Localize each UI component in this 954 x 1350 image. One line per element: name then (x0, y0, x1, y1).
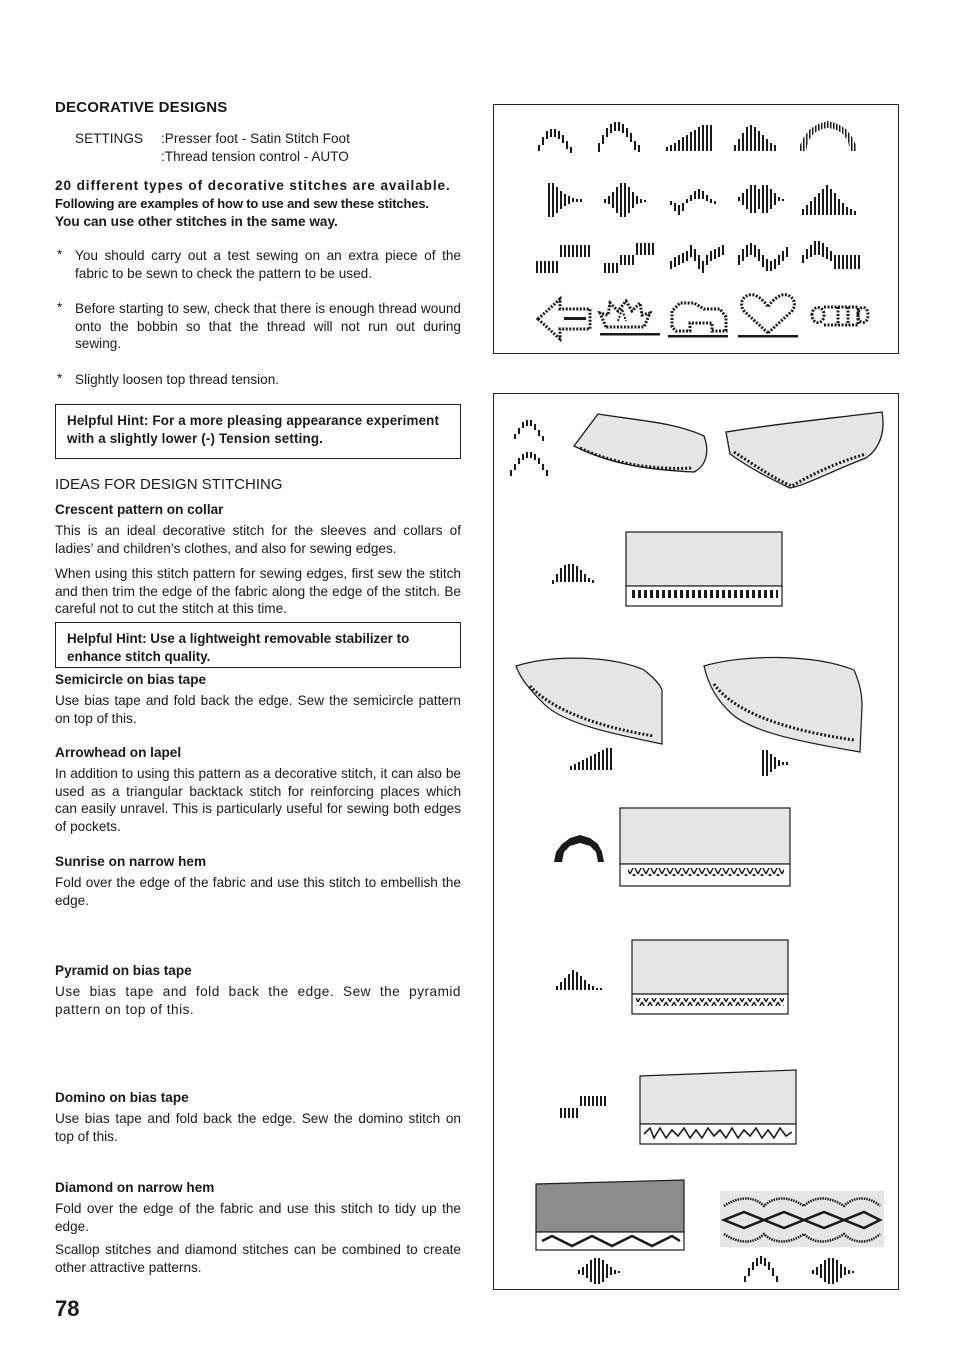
diamond-paragraph-2: Scallop stitches and diamond stitches can be combined to create other attractive patterns. (55, 1242, 461, 1275)
helpful-hint-tension: Helpful Hint: For a more pleasing appearance experiment with a slightly lower (-) Tension setting. (55, 404, 461, 459)
diamond-paragraph-1: Fold over the edge of the fabric and use this stitch to tidy up the edge. (55, 1201, 461, 1234)
helpful-hint-stabilizer: Helpful Hint: Use a lightweight removable stabilizer to enhance stitch quality. (55, 622, 461, 668)
intro-line-2: Following are examples of how to use and sew these stitches. (55, 196, 429, 211)
settings-thread-tension: :Thread tension control - AUTO (161, 149, 349, 164)
semicircle-stitch-icon (598, 122, 640, 152)
pyramid-stitch-sample-icon (556, 970, 602, 990)
pyramid-bias-tape-illustration (632, 940, 788, 1014)
page-number: 78 (55, 1296, 80, 1321)
crescent-stitch-icon (538, 129, 572, 153)
ramp-stitch-sample-icon (570, 748, 612, 770)
lapel-sample-illustration (516, 657, 862, 752)
page-heading: DECORATIVE DESIGNS (55, 99, 228, 116)
ramp-stitch-icon (666, 125, 712, 151)
intro-line-1: 20 different types of decorative stitches are available. (55, 178, 451, 193)
sunrise-title: Sunrise on narrow hem (55, 854, 207, 869)
sunrise-stitch-icon (800, 121, 856, 151)
domino-bias-tape-illustration (640, 1070, 796, 1144)
diamond-title: Diamond on narrow hem (55, 1180, 215, 1195)
crescent-paragraph-2: When using this stitch pattern for sewing edges, first sew the stitch and then trim the edge of the fabric along the edge of the stitch. Be careful not to cut the stitch at this time. (55, 566, 461, 616)
intro-line-3: You can use other stitches in the same way. (55, 214, 338, 229)
diamond-hem-illustration (536, 1180, 684, 1250)
design-ideas-panel (493, 393, 899, 1290)
arrow-stitch-icon (538, 299, 590, 339)
arrowhead-paragraph: In addition to using this pattern as a decorative stitch, it can also be used as a triangular backtack stitch for reinforcing places which can easily unravel. This is particularly useful for sewing both edges of pockets. (55, 766, 461, 834)
semicircle-paragraph: Use bias tape and fold back the edge. Sew the semicircle pattern on top of this. (55, 693, 461, 726)
diamond-stitch-icon (604, 183, 646, 217)
sunrise-paragraph: Fold over the edge of the fabric and use this stitch to embellish the edge. (55, 875, 461, 908)
semicircle-title: Semicircle on bias tape (55, 672, 207, 687)
collar-sample-illustration (574, 412, 883, 488)
cat-stitch-icon (668, 303, 728, 338)
domino-stitch-sample-icon (560, 1096, 606, 1118)
semicircle-bias-tape-illustration (626, 532, 782, 606)
arrowhead-stitch-icon (548, 183, 582, 217)
step-stitch-icon (604, 243, 654, 273)
bullet-mark: * (57, 371, 63, 386)
double-diamond-stitch-icon (738, 185, 784, 213)
scallop-stitch-sample-icon (744, 1256, 778, 1282)
heart-stitch-icon (738, 295, 798, 338)
arrowhead-title: Arrowhead on lapel (55, 745, 182, 760)
design-ideas-illustration (494, 394, 898, 1289)
crescent-stitch-sample-icon (510, 420, 548, 476)
settings-presser-foot: :Presser foot - Satin Stitch Foot (161, 131, 350, 146)
tree-stitch-icon (802, 241, 860, 269)
stitch-pattern-panel (493, 104, 899, 354)
scallop-chain-stitch-icon (812, 307, 868, 325)
zigzag-step-stitch-icon (670, 245, 724, 273)
semicircle-stitch-sample-icon (552, 564, 594, 584)
tulip-stitch-icon (600, 301, 660, 336)
bullet-mark: * (57, 247, 63, 262)
triangle-stitch-icon (802, 185, 856, 215)
arrowhead-stitch-sample-icon (762, 750, 788, 776)
bullet-text-bobbin: Before starting to sew, check that there is enough thread wound onto the bobbin so that the thread will not run out during sewing. (75, 301, 461, 351)
stitch-patterns-illustration (494, 105, 898, 353)
sunrise-stitch-sample-icon (554, 835, 604, 862)
pyramid-title: Pyramid on bias tape (55, 963, 192, 978)
domino-paragraph: Use bias tape and fold back the edge. Sew the domino stitch on top of this. (55, 1111, 461, 1144)
bullet-text-tension: Slightly loosen top thread tension. (75, 372, 280, 387)
diamond-stitch-sample-icon-2 (812, 1258, 854, 1284)
pyramid-stitch-icon (734, 125, 776, 151)
pyramid-paragraph: Use bias tape and fold back the edge. Sew the pyramid pattern on top of this. (55, 984, 461, 1017)
domino-title: Domino on bias tape (55, 1090, 189, 1105)
bullet-mark: * (57, 300, 63, 315)
domino-stitch-icon (536, 245, 590, 273)
crescent-title: Crescent pattern on collar (55, 502, 224, 517)
ideas-title: IDEAS FOR DESIGN STITCHING (55, 476, 283, 493)
wave-stitch-icon (670, 189, 716, 215)
settings-label: SETTINGS (75, 131, 143, 146)
crescent-paragraph-1: This is an ideal decorative stitch for the sleeves and collars of ladies’ and children’s clothes, and also for sewing edges. (55, 523, 461, 556)
wave-step-stitch-icon (738, 243, 788, 271)
bullet-text-test-sewing: You should carry out a test sewing on an extra piece of the fabric to be sewn to check the pattern to be used. (75, 248, 461, 281)
diamond-stitch-sample-icon (578, 1258, 620, 1284)
sunrise-hem-illustration (620, 808, 790, 886)
scallop-diamond-combination-illustration (720, 1191, 884, 1247)
